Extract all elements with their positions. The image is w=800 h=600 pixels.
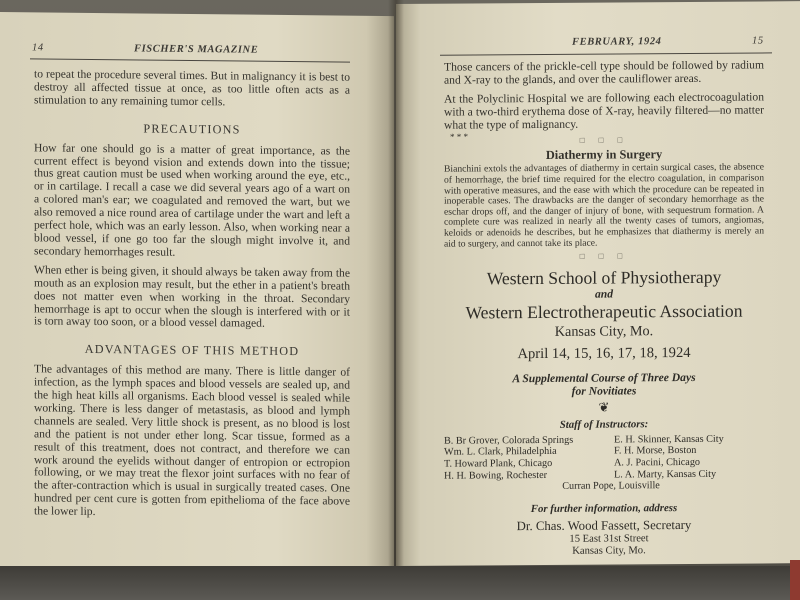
left-running-head: FISCHER'S MAGAZINE	[134, 43, 259, 56]
instructor: E. H. Skinner, Kansas City	[614, 433, 724, 446]
ad-dates: April 14, 15, 16, 17, 18, 1924	[517, 344, 691, 363]
section-stars: * * *	[450, 131, 468, 142]
instructor: H. H. Bowing, Rochester	[444, 469, 547, 482]
left-paragraph-2: How far one should go is a matter of great importance, as the current effect is beyond vision and extends down into the tissue; thus great caution must be used when working around the eye, etc., or in cartilage. I recall a case we did several years ago of a wart on a colored man's ear; we coagulated and removed the wart, but we also removed a nice round area of cartilage under the wart and left a perfect hole, which was an early lesson. Also, when working near a blood vessel, if one go too far the slough might involve it, and secondary hemorrhages result.	[34, 140, 350, 259]
instructor-list	[444, 433, 764, 482]
ad-and: and	[594, 287, 614, 301]
heading-advantages: ADVANTAGES OF THIS METHOD	[84, 342, 300, 359]
ad-course-line-1: A Supplemental Course of Three Days	[512, 370, 696, 386]
left-page-number: 14	[32, 42, 44, 54]
right-body	[444, 59, 764, 558]
right-paragraph-1: Those cancers of the prickle-cell type should be followed by radium and X-ray to the glands, and over the cauliflower areas.	[444, 58, 764, 87]
ad-secretary: Dr. Chas. Wood Fassett, Secretary	[516, 517, 692, 533]
right-running-head: FEBRUARY, 1924	[572, 36, 662, 48]
ad-course-line-2: for Novitiates	[571, 384, 637, 398]
instructor: B. Br Grover, Colorada Springs	[444, 434, 574, 447]
instructor: F. H. Morse, Boston	[614, 445, 697, 457]
ad-school-name: Western School of Physiotherapy	[486, 266, 722, 289]
left-paragraph-4: The advantages of this method are many. There is little danger of infection, as the lymph spaces and blood vessels are sealed up, and the high heat kills all organisms. Each blood vessel is sealed while working. There is less danger of metastasis, as blood and lymph channels are sealed. Very little shock is present, as no blood is lost and the patient is not under ether long. Scar tissue, formed as a result of this treatment, does not contract, and therefore we can work around the eyelids without danger of entropion or ectropion following, or we may treat the flexor joint surfaces with no fear of the after-contraction which is usual in surgically treated cases. One hundred per cent cure is gotten from epithelioma of the face above the lower lip.	[34, 362, 350, 519]
instructor: Wm. L. Clark, Philadelphia	[444, 446, 557, 458]
ornament-bottom: □ □ □	[579, 251, 629, 261]
right-paragraph-2: At the Polyclinic Hospital we are following each electrocoagulation with a two-third erythema dose of X-ray, heavily filtered—no matter what the type of malignancy.	[444, 90, 764, 132]
heading-diathermy: Diathermy in Surgery	[545, 147, 663, 163]
heading-precautions: PRECAUTIONS	[143, 121, 241, 137]
ad-staff-heading: Staff of Instructors:	[559, 418, 649, 431]
instructor: Curran Pope, Louisville	[562, 480, 660, 492]
instructor: L. A. Marty, Kansas City	[614, 468, 717, 480]
left-header-rule	[30, 58, 350, 62]
red-object-edge	[790, 560, 800, 600]
course-advertisement	[444, 266, 764, 558]
ad-address-line-1: 15 East 31st Street	[569, 532, 649, 545]
instructor: T. Howard Plank, Chicago	[444, 457, 553, 470]
background-surface	[0, 566, 800, 600]
left-paragraph-1: to repeat the procedure several times. But in malignancy it is best to destroy all affected tissue at once, as too little often acts as a stimulation to any remaining tumor cells.	[34, 67, 350, 109]
ad-further-info: For further information, address	[530, 501, 678, 515]
ornament-top: □ □ □	[579, 134, 629, 145]
ad-address-line-2: Kansas City, Mo.	[572, 544, 646, 557]
fleuron-icon: ❦	[598, 399, 610, 415]
left-page	[0, 12, 394, 572]
right-header-rule	[440, 52, 772, 55]
left-body	[34, 68, 350, 527]
diathermy-paragraph: Bianchini extols the advantages of diathermy in certain surgical cases, the absence of hemorrhage, the brief time required for the electro coagulation, in comparison with operative measures, and the ease with which the procedure can be repeated in inoperable cases. The drawbacks are the danger of secondary hemorrhage as the eschar drops off, and the danger of injury of bone, with sequestrum formation. A complete cure was realized in nearly all the twenty cases of tumors, angiomas, keloids or adenoids he describes, but he emphasizes that diathermy is merely an aid to surgery, and cannot take its place.	[444, 161, 764, 250]
instructor: A. J. Pacini, Chicago	[614, 456, 701, 469]
book-gutter	[388, 0, 404, 600]
left-paragraph-3: When ether is being given, it should always be taken away from the mouth as an explosion may result, but the ether in a patient's breath does not matter even when working in the throat. Secondary hemorrhage is apt to occur when the slough is interfered with or it is torn away too soon, or a blood vessel damaged.	[34, 263, 350, 331]
right-page	[396, 1, 800, 566]
ad-association-name: Western Electrotherapeutic Association	[465, 300, 743, 323]
right-page-number: 15	[752, 35, 764, 47]
ad-city: Kansas City, Mo.	[554, 323, 654, 340]
